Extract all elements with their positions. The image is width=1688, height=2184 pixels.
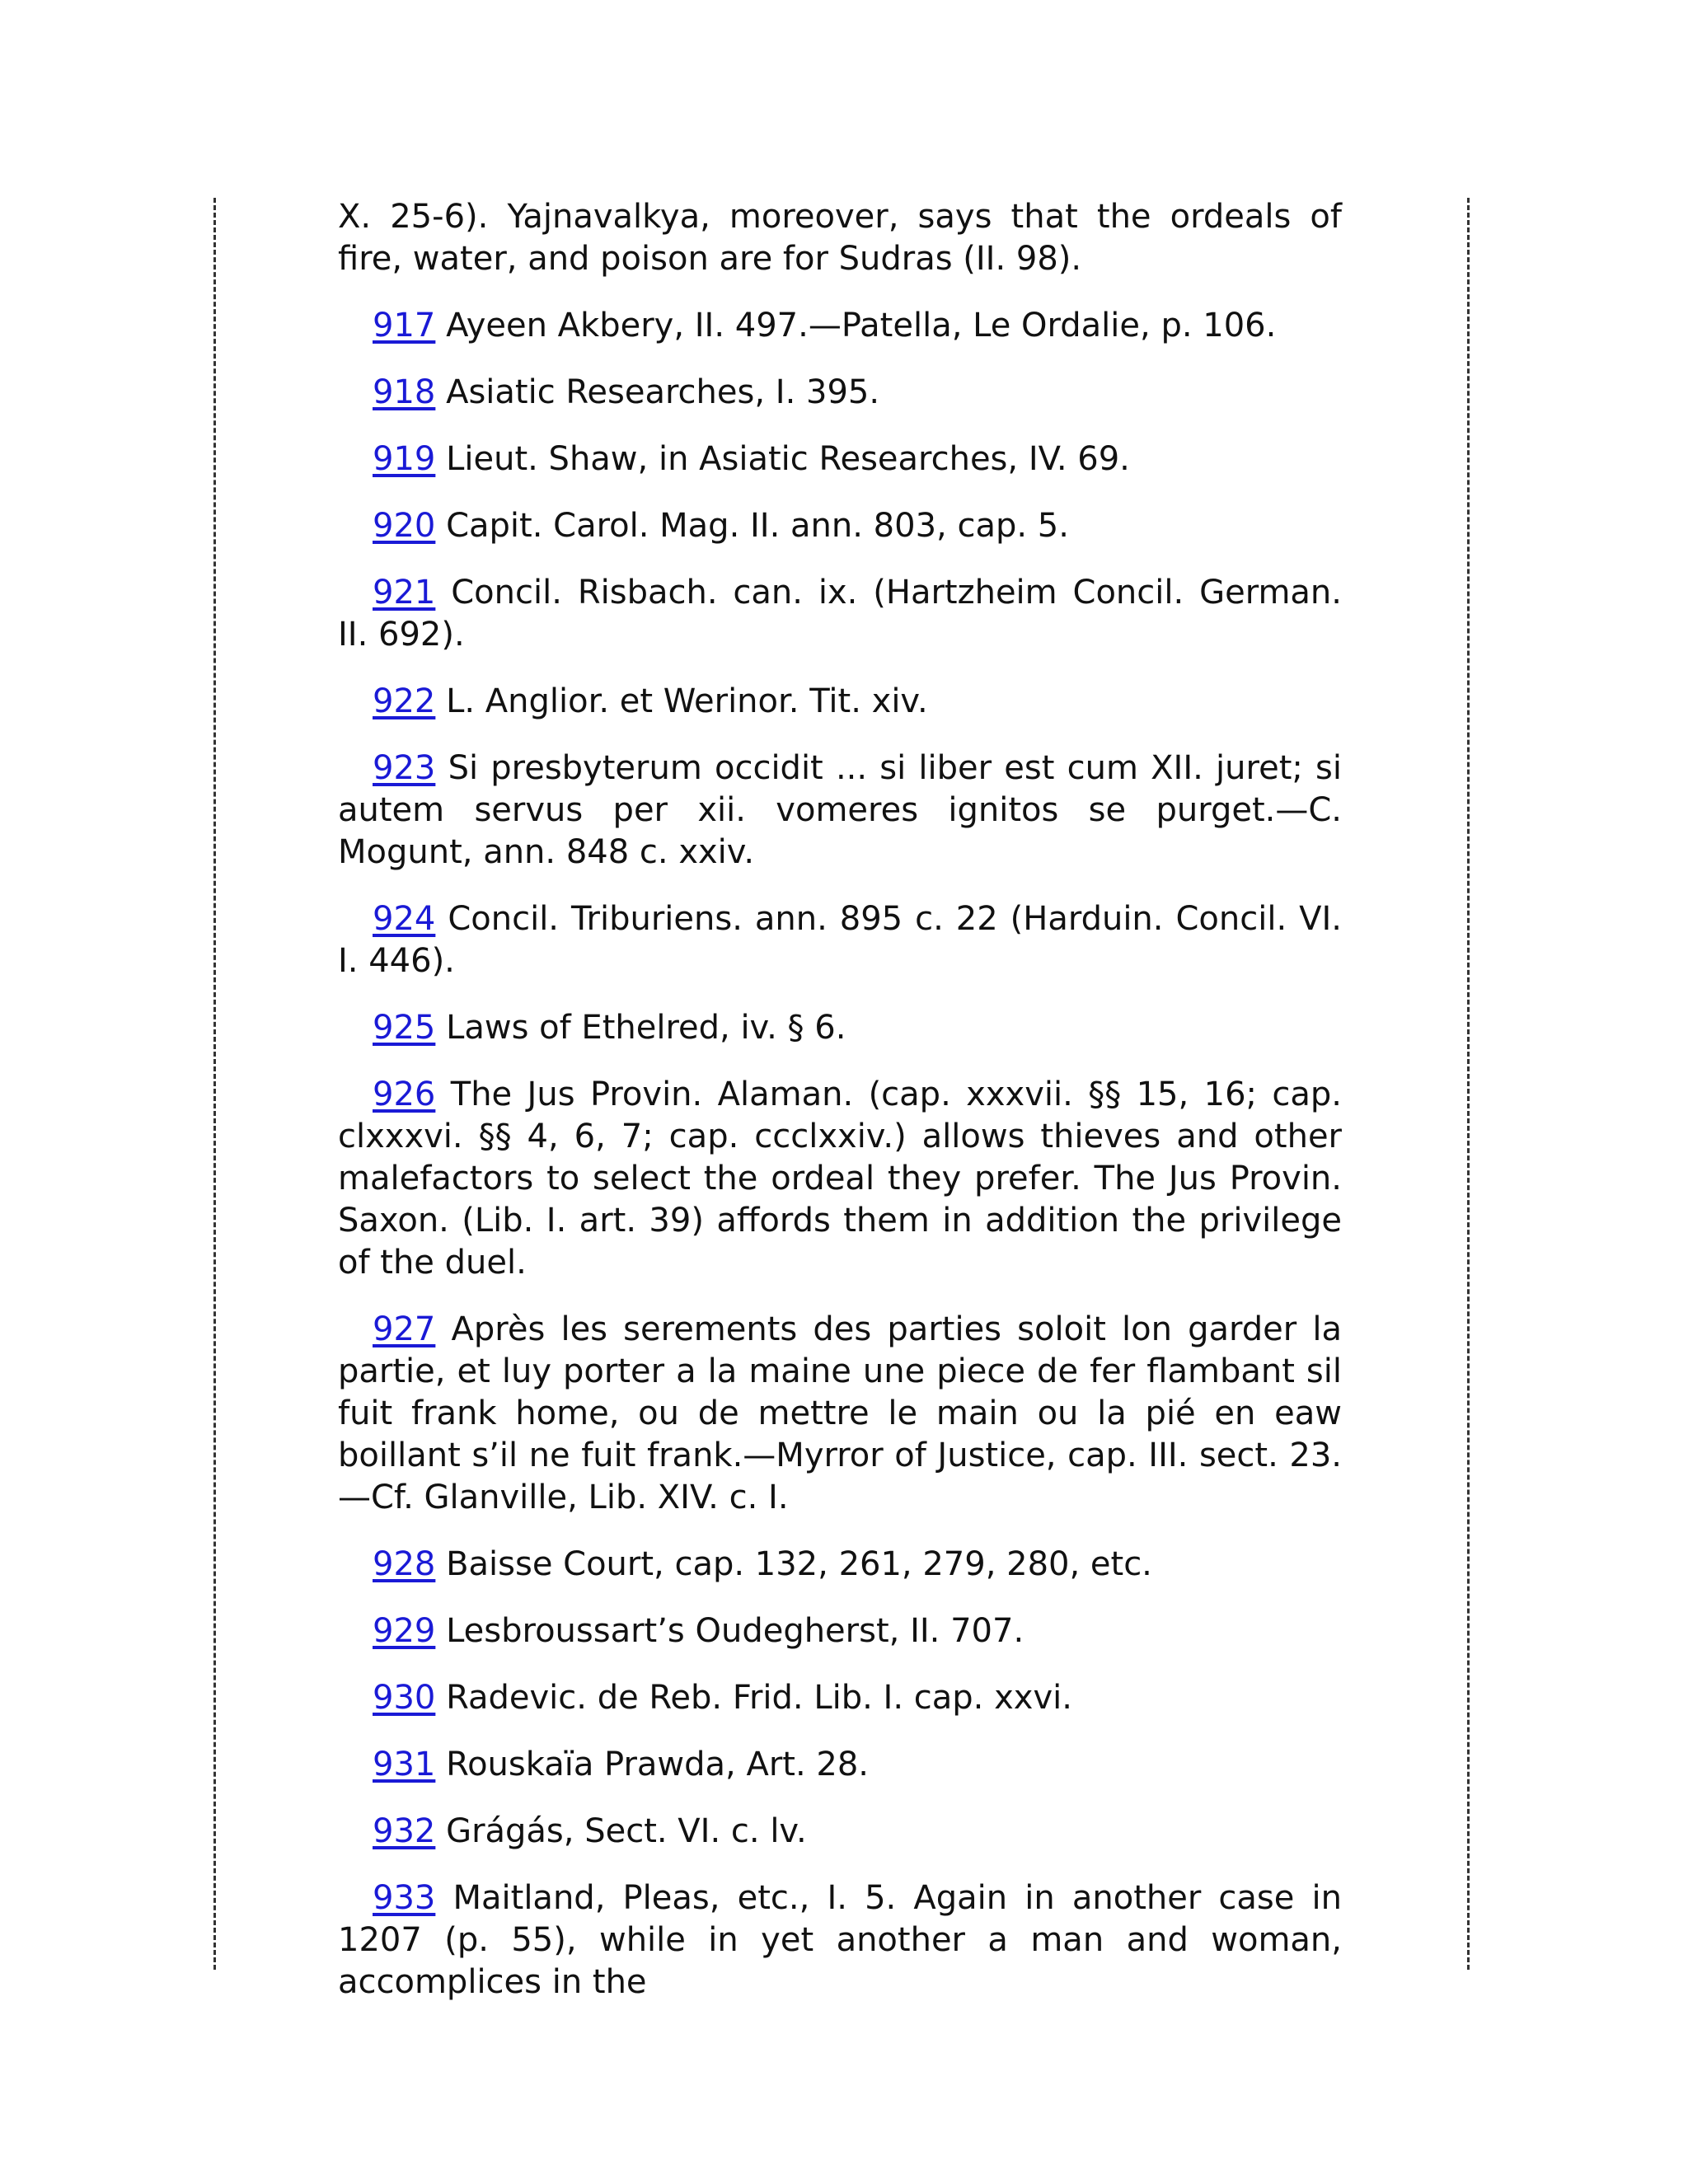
- footnote-text: Ayeen Akbery, II. 497.—Patella, Le Ordalie, p. 106.: [446, 307, 1277, 344]
- footnote-number-link[interactable]: 919: [373, 440, 436, 478]
- footnote-number-link[interactable]: 930: [373, 1679, 436, 1717]
- footnote-928: [338, 1544, 1342, 1586]
- footnote-924: [338, 898, 1342, 982]
- footnote-text: Asiatic Researches, I. 395.: [446, 373, 880, 411]
- footnote-text: Lesbroussart’s Oudegherst, II. 707.: [446, 1612, 1025, 1650]
- continued-footnote-text: X. 25-6). Yajnavalkya, moreover, says that the ordeals of fire, water, and poison are for Sudras (II. 98).: [338, 198, 1342, 278]
- footnote-918: [338, 372, 1342, 414]
- footnote-923: [338, 748, 1342, 874]
- footnote-text: Grágás, Sect. VI. c. lv.: [446, 1812, 807, 1850]
- footnote-text: Rouskaïa Prawda, Art. 28.: [446, 1746, 870, 1783]
- left-margin-rule: [213, 198, 216, 1970]
- footnote-933: [338, 1877, 1342, 2004]
- footnote-number-link[interactable]: 931: [373, 1746, 436, 1783]
- footnote-number-link[interactable]: 922: [373, 682, 436, 720]
- footnote-text: Concil. Risbach. can. ix. (Hartzheim Concil. German. II. 692).: [338, 574, 1342, 654]
- footnote-text: Laws of Ethelred, iv. § 6.: [446, 1009, 846, 1047]
- footnote-927: [338, 1309, 1342, 1519]
- footnote-929: [338, 1610, 1342, 1652]
- footnote-920: [338, 505, 1342, 547]
- footnote-925: [338, 1007, 1342, 1049]
- footnote-922: [338, 681, 1342, 723]
- footnote-number-link[interactable]: 921: [373, 574, 436, 612]
- footnote-number-link[interactable]: 927: [373, 1310, 436, 1348]
- footnote-number-link[interactable]: 923: [373, 749, 436, 787]
- footnote-text: Baisse Court, cap. 132, 261, 279, 280, etc.: [446, 1545, 1152, 1583]
- footnote-text: Si presbyterum occidit ... si liber est cum XII. juret; si autem servus per xii. vomeres ignitos se purget.—C. Mogunt, ann. 848 c. xxiv.: [338, 749, 1343, 871]
- footnote-930: [338, 1677, 1342, 1719]
- footnote-number-link[interactable]: 933: [373, 1879, 436, 1917]
- footnote-text: Maitland, Pleas, etc., I. 5. Again in another case in 1207 (p. 55), while in yet another a man and woman, accomplices in the: [338, 1879, 1342, 2001]
- footnote-number-link[interactable]: 920: [373, 507, 436, 545]
- footnote-number-link[interactable]: 926: [373, 1076, 436, 1113]
- footnote-text: The Jus Provin. Alaman. (cap. xxxvii. §§ 15, 16; cap. clxxxvi. §§ 4, 6, 7; cap. ccclxxiv.) allows thieves and other malefactors to select the ordeal they prefer. The Jus Provin. Saxon. (Lib. I. art. 39) affords them in addition the privilege of the duel.: [338, 1076, 1342, 1282]
- footnote-number-link[interactable]: 918: [373, 373, 436, 411]
- footnote-text: Lieut. Shaw, in Asiatic Researches, IV. 69.: [446, 440, 1130, 478]
- footnote-926: [338, 1074, 1342, 1284]
- footnote-number-link[interactable]: 932: [373, 1812, 436, 1850]
- footnote-number-link[interactable]: 917: [373, 307, 436, 344]
- footnote-number-link[interactable]: 924: [373, 900, 436, 938]
- footnote-917: [338, 305, 1342, 347]
- footnote-931: [338, 1744, 1342, 1786]
- footnote-text: Après les serements des parties soloit lon garder la partie, et luy porter a la maine une piece de fer flambant sil fuit frank home, ou de mettre le main ou la pié en eaw boillant s’il ne fuit frank.—Myrror of Justice, cap. III. sect. 23.—Cf. Glanville, Lib. XIV. c. I.: [338, 1310, 1343, 1516]
- right-margin-rule: [1467, 198, 1470, 1970]
- footnote-number-link[interactable]: 925: [373, 1009, 436, 1047]
- footnote-number-link[interactable]: 928: [373, 1545, 436, 1583]
- footnote-text: Capit. Carol. Mag. II. ann. 803, cap. 5.: [446, 507, 1069, 545]
- footnote-919: [338, 438, 1342, 480]
- footnote-921: [338, 572, 1342, 656]
- footnote-text: Radevic. de Reb. Frid. Lib. I. cap. xxvi.: [446, 1679, 1072, 1717]
- footnote-932: [338, 1811, 1342, 1853]
- footnotes-page: [338, 196, 1342, 2028]
- footnote-number-link[interactable]: 929: [373, 1612, 436, 1650]
- footnote-text: L. Anglior. et Werinor. Tit. xiv.: [446, 682, 928, 720]
- footnote-list: [338, 305, 1342, 2004]
- footnote-text: Concil. Triburiens. ann. 895 c. 22 (Harduin. Concil. VI. I. 446).: [338, 900, 1342, 980]
